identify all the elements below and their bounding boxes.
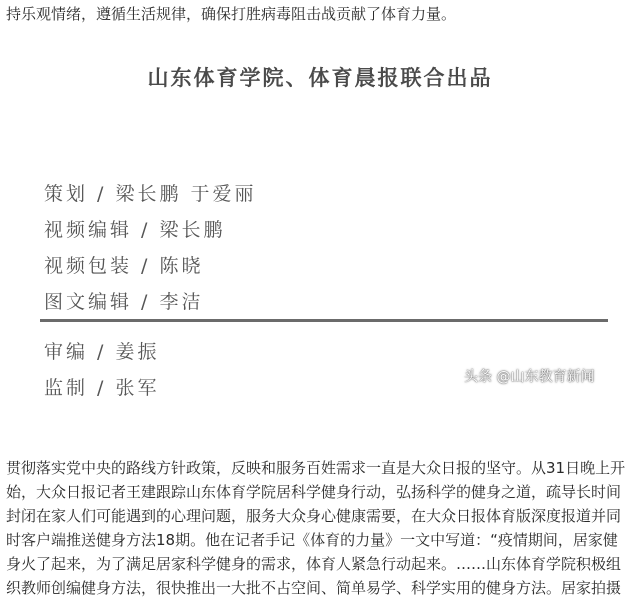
paragraph-line: 封闭在家人们可能遇到的心理问题，服务大众身心健康需要，在大众日报体育版深度报道并同 bbox=[6, 507, 622, 525]
article-paragraph bbox=[6, 456, 630, 600]
credits-list-secondary bbox=[44, 334, 159, 406]
credits-divider bbox=[40, 319, 608, 322]
credit-line: 图文编辑 / 李洁 bbox=[44, 291, 204, 313]
source-watermark: 头条 @山东教育新闻 bbox=[464, 369, 595, 385]
credit-line: 视频包装 / 陈晓 bbox=[44, 255, 204, 277]
credit-line: 视频编辑 / 梁长鹏 bbox=[44, 219, 226, 241]
paragraph-line: 身火了起来，为了满足居家科学健身的需求，体育人紧急行动起来。……山东体育学院积极组 bbox=[6, 555, 622, 573]
credit-line: 监制 / 张军 bbox=[44, 377, 160, 399]
article-paragraph-fragment: 持乐观情绪，遵循生活规律，确保打胜病毒阻击战贡献了体育力量。 bbox=[6, 5, 457, 23]
paragraph-line: 始，大众日报记者王建跟踪山东体育学院居科学健身行动，弘扬科学的健身之道，疏导长时间 bbox=[6, 483, 622, 501]
paragraph-line: 时客户端推送健身方法18期。他在记者手记《体育的力量》一文中写道：“疫情期间，居家健 bbox=[6, 531, 618, 549]
credit-line: 审编 / 姜振 bbox=[44, 341, 160, 363]
credits-list-primary bbox=[44, 176, 257, 320]
credit-line: 策划 / 梁长鹏 于爱丽 bbox=[44, 183, 257, 205]
credits-title: 山东体育学院、体育晨报联合出品 bbox=[147, 66, 493, 90]
paragraph-line: 贯彻落实党中央的路线方针政策，反映和服务百姓需求一直是大众日报的坚守。从31日晚上开 bbox=[6, 459, 626, 477]
credits-image bbox=[0, 34, 640, 426]
paragraph-line: 织教师创编健身方法，很快推出一大批不占空间、简单易学、科学实用的健身方法。居家拍摄 bbox=[6, 579, 622, 597]
